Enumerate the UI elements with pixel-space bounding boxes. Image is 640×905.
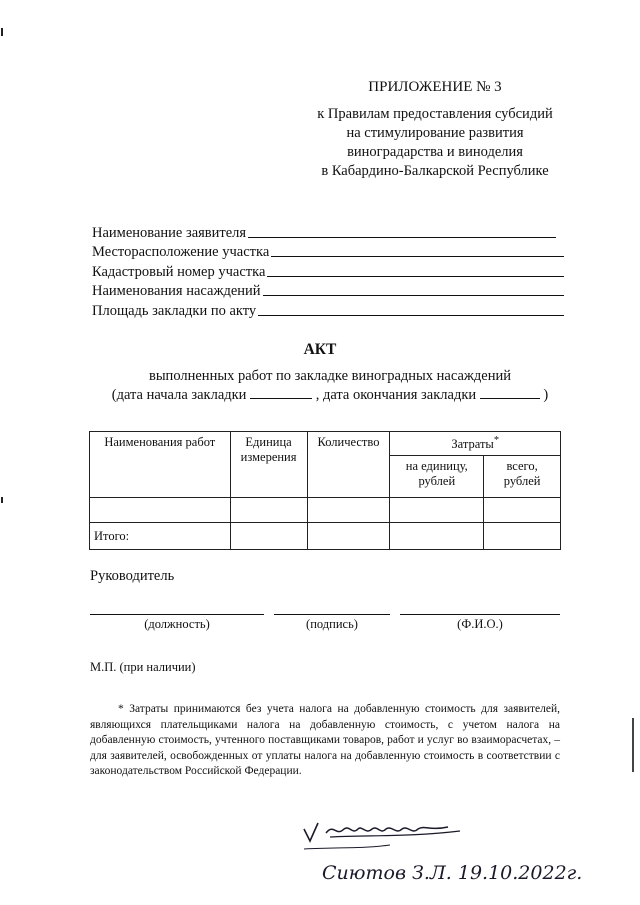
field-cadastral-number[interactable]: [92, 261, 564, 281]
appendix-title: ПРИЛОЖЕНИЕ № 3: [368, 79, 502, 95]
appendix-header: [300, 78, 570, 181]
act-subtitle: выполненных работ по закладке виноградных насаждений: [148, 368, 512, 384]
field-label: Наименование заявителя: [92, 224, 247, 241]
total-label: Итого:: [90, 523, 231, 550]
header-total: всего, рублей: [484, 456, 561, 498]
scan-mark: [1, 28, 3, 36]
act-dates: [0, 386, 640, 405]
table-header-row: [90, 432, 561, 456]
position-line[interactable]: [90, 613, 264, 615]
fio-line[interactable]: [400, 613, 560, 615]
table-cell[interactable]: [90, 498, 231, 523]
appendix-line: на стимулирование развития: [346, 125, 524, 141]
appendix-line: в Кабардино-Балкарской Республике: [321, 163, 549, 179]
act-subtitle-block: [0, 367, 640, 405]
header-costs: [390, 432, 561, 456]
table-row: [90, 498, 561, 523]
header-works-name: Наименования работ: [90, 432, 231, 498]
table-cell[interactable]: [230, 498, 307, 523]
signature-line[interactable]: [274, 613, 390, 615]
head-label: Руководитель: [90, 568, 175, 584]
applicant-fields: [92, 222, 564, 320]
table-cell[interactable]: [307, 523, 390, 550]
field-label: Кадастровый номер участка: [92, 263, 266, 280]
field-plantings[interactable]: [92, 281, 564, 301]
signature-caption: (подпись): [306, 617, 358, 631]
date-start-label: (дата начала закладки: [111, 387, 247, 403]
header-unit: Единица измерения: [230, 432, 307, 498]
field-label: Наименования насаждений: [92, 283, 261, 299]
field-underline[interactable]: [263, 294, 564, 296]
footnote: [90, 702, 560, 780]
table-cell[interactable]: [484, 523, 561, 550]
header-quantity: Количество: [307, 432, 390, 498]
handwritten-signature: [300, 815, 480, 865]
header-per-unit: на единицу, рублей: [390, 456, 484, 498]
handwritten-note: Сиютов З.Л. 19.10.2022г.: [322, 862, 583, 884]
footnote-marker: *: [493, 435, 500, 446]
date-start-blank[interactable]: [250, 386, 312, 399]
field-location[interactable]: [92, 242, 564, 262]
field-underline[interactable]: [267, 275, 564, 277]
works-table: [89, 431, 561, 550]
table-cell[interactable]: [307, 498, 390, 523]
stamp-note: М.П. (при наличии): [90, 660, 196, 674]
table-total-row: [90, 523, 561, 550]
date-close: ): [543, 387, 549, 403]
table-cell[interactable]: [390, 523, 484, 550]
field-applicant-name[interactable]: [92, 222, 564, 242]
scan-mark: [1, 497, 3, 503]
date-end-blank[interactable]: [480, 386, 540, 399]
field-label: Месторасположение участка: [92, 244, 270, 260]
field-label: Площадь закладки по акту: [92, 302, 257, 319]
table-cell[interactable]: [390, 498, 484, 523]
field-underline[interactable]: [271, 255, 564, 257]
position-caption: (должность): [144, 617, 210, 631]
appendix-line: к Правилам предоставления субсидий: [317, 106, 553, 122]
date-end-label: , дата окончания закладки: [315, 387, 477, 403]
act-title: АКТ: [303, 341, 337, 358]
table-cell[interactable]: [484, 498, 561, 523]
scan-mark: [632, 718, 634, 772]
field-area[interactable]: [92, 300, 564, 320]
table-cell[interactable]: [230, 523, 307, 550]
field-underline[interactable]: [248, 236, 556, 238]
fio-caption: (Ф.И.О.): [457, 617, 503, 631]
header-costs-label: Затраты: [451, 437, 494, 452]
field-underline[interactable]: [258, 314, 564, 316]
footnote-text: * Затраты принимаются без учета налога на добавленную стоимость для заявителей, являющихся плательщиками налога на добавленную стоимость, с учетом налога на добавленную стоимость, учтенного поставщиками товаров, работ и услуг во взаиморасчетах, – для заявителей, освобожденных от уплаты налога на добавленную стоимость в соответствии с законодательством Российской Федерации.: [90, 703, 560, 777]
appendix-line: виноградарства и виноделия: [347, 144, 523, 160]
